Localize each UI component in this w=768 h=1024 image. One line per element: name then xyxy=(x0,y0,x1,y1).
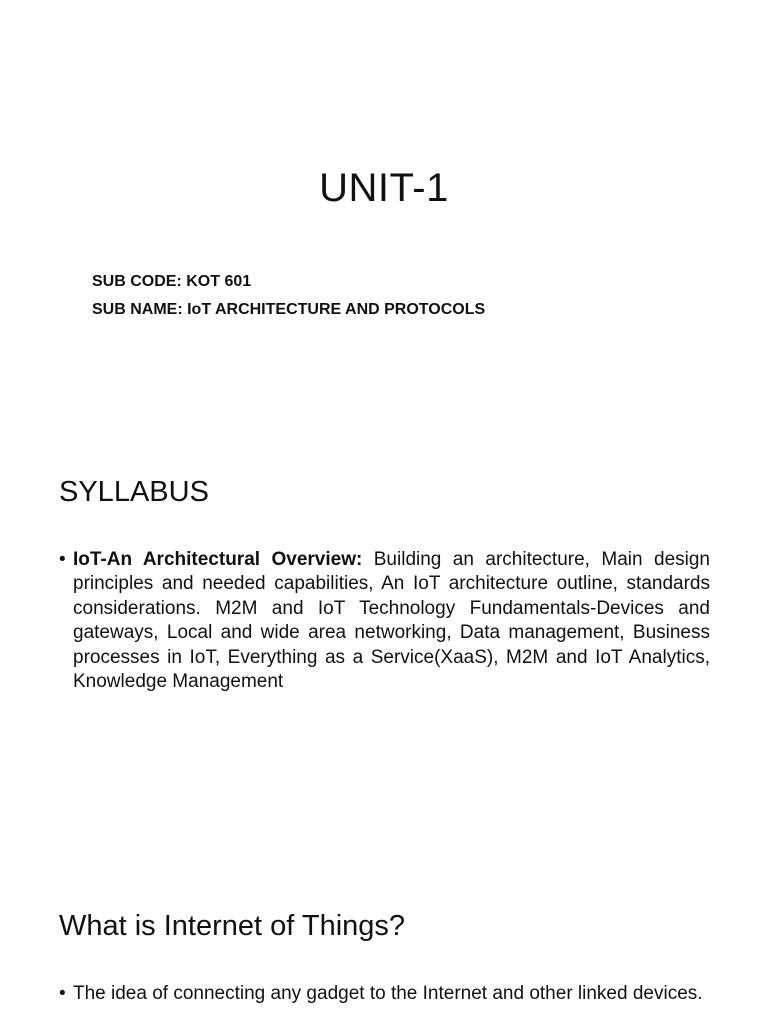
bullet-lead: IoT-An Architectural Overview: xyxy=(73,549,363,570)
sub-name: SUB NAME: IoT ARCHITECTURE AND PROTOCOLS xyxy=(92,301,486,318)
iot-definition-title: What is Internet of Things? xyxy=(59,910,406,942)
sub-code: SUB CODE: KOT 601 xyxy=(92,273,252,290)
subject-info xyxy=(92,268,485,324)
syllabus-title: SYLLABUS xyxy=(59,476,209,508)
definition-list xyxy=(59,982,710,1006)
bullet-text: Building an architecture, Main design principles and needed capabilities, An IoT architecture outline, standards considerations. M2M and IoT Technology Fundamentals-Devices and gateways, Local and wide area networking, Data management, Business processes in IoT, Everything as a Service(XaaS), M2M and IoT Analytics, Knowledge Management xyxy=(73,549,710,693)
syllabus-slide xyxy=(0,440,768,880)
bullet-icon: • xyxy=(59,983,66,1004)
syllabus-list xyxy=(59,548,710,694)
title-slide xyxy=(0,0,768,420)
unit-title: UNIT-1 xyxy=(319,166,449,210)
bullet-icon: • xyxy=(59,549,66,570)
list-item xyxy=(59,548,710,694)
list-item xyxy=(59,982,710,1006)
bullet-text: The idea of connecting any gadget to the Internet and other linked devices. xyxy=(73,983,703,1004)
iot-definition-slide xyxy=(0,880,768,1024)
